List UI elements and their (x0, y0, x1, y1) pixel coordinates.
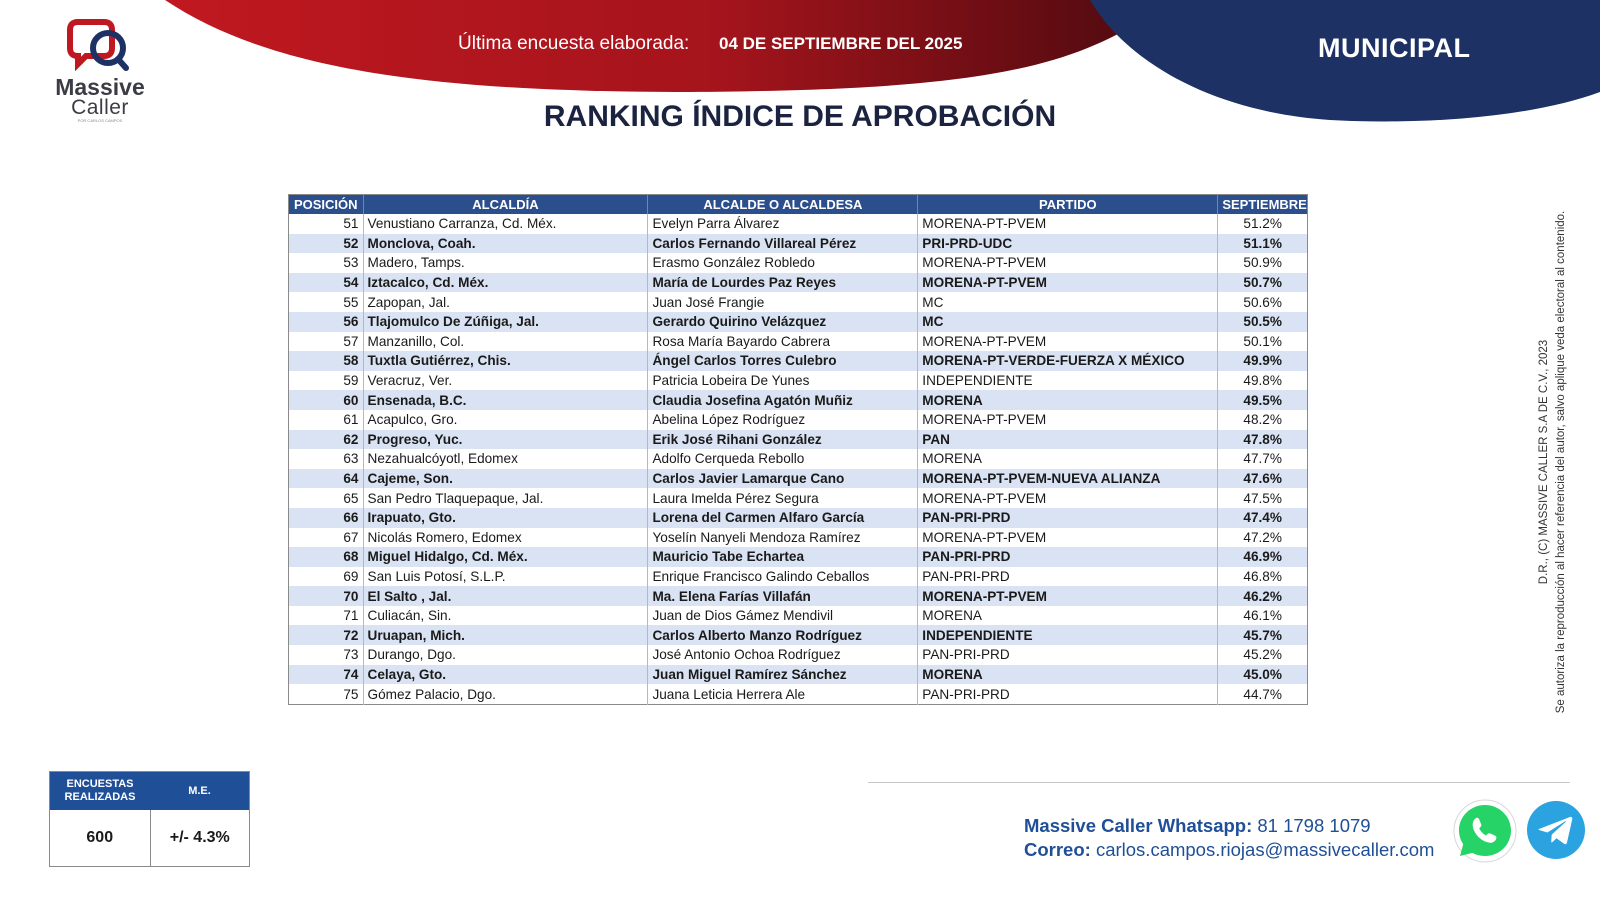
position-cell: 71 (289, 606, 364, 626)
municipality-cell: Zapopan, Jal. (363, 292, 648, 312)
position-cell: 55 (289, 292, 364, 312)
approval-cell: 49.5% (1218, 390, 1308, 410)
table-row (289, 273, 1308, 293)
municipality-cell: Uruapan, Mich. (363, 625, 648, 645)
position-cell: 64 (289, 469, 364, 489)
table-row (289, 645, 1308, 665)
table-row (289, 508, 1308, 528)
party-cell: PRI-PRD-UDC (918, 234, 1218, 254)
position-cell: 65 (289, 488, 364, 508)
position-cell: 59 (289, 371, 364, 391)
table-row (289, 312, 1308, 332)
mayor-cell: Erik José Rihani González (648, 430, 918, 450)
mayor-cell: Yoselín Nanyeli Mendoza Ramírez (648, 528, 918, 548)
approval-cell: 46.9% (1218, 547, 1308, 567)
party-cell: MORENA-PT-VERDE-FUERZA X MÉXICO (918, 351, 1218, 371)
copyright-notice (1536, 187, 1567, 737)
party-cell: MORENA-PT-PVEM-NUEVA ALIANZA (918, 469, 1218, 489)
municipality-cell: Tlajomulco De Zúñiga, Jal. (363, 312, 648, 332)
table-row (289, 410, 1308, 430)
telegram-icon[interactable] (1526, 800, 1586, 860)
municipality-cell: Celaya, Gto. (363, 665, 648, 685)
ranking-body (289, 214, 1308, 704)
surveys-value: 600 (50, 810, 151, 867)
position-cell: 68 (289, 547, 364, 567)
approval-cell: 45.0% (1218, 665, 1308, 685)
position-cell: 54 (289, 273, 364, 293)
party-cell: MORENA (918, 665, 1218, 685)
table-row (289, 430, 1308, 450)
position-cell: 66 (289, 508, 364, 528)
party-cell: MORENA (918, 390, 1218, 410)
party-cell: MORENA-PT-PVEM (918, 214, 1218, 234)
table-row (289, 253, 1308, 273)
page-title: RANKING ÍNDICE DE APROBACIÓN (543, 100, 1057, 133)
mayor-cell: Mauricio Tabe Echartea (648, 547, 918, 567)
table-row (289, 469, 1308, 489)
margin-error-value: +/- 4.3% (169, 829, 230, 846)
position-cell: 70 (289, 586, 364, 606)
party-cell: PAN-PRI-PRD (918, 684, 1218, 704)
municipality-cell: Monclova, Coah. (363, 234, 648, 254)
mayor-cell: Juan Miguel Ramírez Sánchez (648, 665, 918, 685)
position-cell: 51 (289, 214, 364, 234)
footer-divider (868, 782, 1570, 783)
position-cell: 52 (289, 234, 364, 254)
municipality-cell: Manzanillo, Col. (363, 332, 648, 352)
table-row (289, 684, 1308, 704)
table-row (289, 234, 1308, 254)
approval-cell: 50.7% (1218, 273, 1308, 293)
municipality-cell: San Pedro Tlaquepaque, Jal. (363, 488, 648, 508)
table-row (289, 214, 1308, 234)
approval-cell: 50.9% (1218, 253, 1308, 273)
party-cell: MORENA-PT-PVEM (918, 528, 1218, 548)
approval-cell: 50.6% (1218, 292, 1308, 312)
stats-value-row (50, 810, 250, 867)
header-party: PARTIDO (918, 195, 1218, 215)
logo-word-massive: Massive (55, 74, 145, 100)
mayor-cell: Carlos Javier Lamarque Cano (648, 469, 918, 489)
email-link[interactable]: carlos.campos.riojas@massivecaller.com (1095, 839, 1435, 860)
table-row (289, 332, 1308, 352)
approval-cell: 47.7% (1218, 449, 1308, 469)
table-row (289, 371, 1308, 391)
approval-cell: 49.9% (1218, 351, 1308, 371)
copyright-line-2: Se autoriza la reproducción al hacer referencia del autor, salvo aplique veda electoral al contenido. (1555, 210, 1567, 714)
margin-error-label: M.E. (150, 772, 250, 811)
municipality-cell: Culiacán, Sin. (363, 606, 648, 626)
surveys-label-line1: ENCUESTAS (66, 778, 134, 790)
mayor-cell: Evelyn Parra Álvarez (648, 214, 918, 234)
position-cell: 69 (289, 567, 364, 587)
survey-date: 04 DE SEPTIEMBRE DEL 2025 (719, 34, 963, 53)
mayor-cell: Carlos Alberto Manzo Rodríguez (648, 625, 918, 645)
position-cell: 74 (289, 665, 364, 685)
municipality-cell: Venustiano Carranza, Cd. Méx. (363, 214, 648, 234)
mayor-cell: Ma. Elena Farías Villafán (648, 586, 918, 606)
mayor-cell: Adolfo Cerqueda Rebollo (648, 449, 918, 469)
mayor-cell: José Antonio Ochoa Rodríguez (648, 645, 918, 665)
party-cell: MORENA (918, 449, 1218, 469)
party-cell: MC (918, 292, 1218, 312)
email-contact (1024, 838, 1434, 862)
party-cell: PAN (918, 430, 1218, 450)
mayor-cell: Ángel Carlos Torres Culebro (648, 351, 918, 371)
surveys-label-line2: REALIZADAS (64, 791, 136, 803)
municipality-cell: Nicolás Romero, Edomex (363, 528, 648, 548)
position-cell: 62 (289, 430, 364, 450)
mayor-cell: Rosa María Bayardo Cabrera (648, 332, 918, 352)
approval-cell: 45.7% (1218, 625, 1308, 645)
stats-header-row (50, 772, 250, 811)
party-cell: MORENA (918, 606, 1218, 626)
position-cell: 56 (289, 312, 364, 332)
approval-cell: 47.4% (1218, 508, 1308, 528)
table-row (289, 351, 1308, 371)
party-cell: MC (918, 312, 1218, 332)
logo-tagline: POR CARLOS CAMPOS (77, 118, 123, 123)
mayor-cell: Juan de Dios Gámez Mendivil (648, 606, 918, 626)
position-cell: 67 (289, 528, 364, 548)
table-row (289, 606, 1308, 626)
email-label: Correo: (1024, 839, 1091, 860)
logo-word-caller: Caller (71, 96, 129, 119)
table-row (289, 586, 1308, 606)
party-cell: MORENA-PT-PVEM (918, 253, 1218, 273)
party-cell: MORENA-PT-PVEM (918, 586, 1218, 606)
survey-stats (49, 771, 250, 867)
municipality-cell: Gómez Palacio, Dgo. (363, 684, 648, 704)
party-cell: INDEPENDIENTE (918, 371, 1218, 391)
approval-cell: 47.2% (1218, 528, 1308, 548)
table-header-row (289, 195, 1308, 215)
party-cell: PAN-PRI-PRD (918, 567, 1218, 587)
municipality-cell: Miguel Hidalgo, Cd. Méx. (363, 547, 648, 567)
approval-cell: 47.5% (1218, 488, 1308, 508)
whatsapp-number[interactable]: 81 1798 1079 (1257, 815, 1371, 836)
mayor-cell: Carlos Fernando Villareal Pérez (648, 234, 918, 254)
position-cell: 61 (289, 410, 364, 430)
municipality-cell: Durango, Dgo. (363, 645, 648, 665)
mayor-cell: Laura Imelda Pérez Segura (648, 488, 918, 508)
party-cell: INDEPENDIENTE (918, 625, 1218, 645)
approval-cell: 50.1% (1218, 332, 1308, 352)
mayor-cell: Lorena del Carmen Alfaro García (648, 508, 918, 528)
table-row (289, 567, 1308, 587)
table-row (289, 528, 1308, 548)
party-cell: PAN-PRI-PRD (918, 547, 1218, 567)
municipality-cell: Tuxtla Gutiérrez, Chis. (363, 351, 648, 371)
approval-cell: 45.2% (1218, 645, 1308, 665)
municipality-cell: Veracruz, Ver. (363, 371, 648, 391)
approval-cell: 48.2% (1218, 410, 1308, 430)
survey-label: Última encuesta elaborada: (458, 33, 690, 54)
party-cell: MORENA-PT-PVEM (918, 332, 1218, 352)
municipality-cell: Madero, Tamps. (363, 253, 648, 273)
table-row (289, 665, 1308, 685)
whatsapp-icon[interactable] (1452, 798, 1518, 864)
approval-cell: 46.1% (1218, 606, 1308, 626)
position-cell: 57 (289, 332, 364, 352)
header-september: SEPTIEMBRE (1218, 195, 1308, 215)
municipality-cell: Progreso, Yuc. (363, 430, 648, 450)
table-row (289, 449, 1308, 469)
municipality-cell: Irapuato, Gto. (363, 508, 648, 528)
mayor-cell: Gerardo Quirino Velázquez (648, 312, 918, 332)
header-mayor: ALCALDE O ALCALDESA (648, 195, 918, 215)
logo-mark-icon (64, 18, 136, 74)
copyright-line-1: D.R., (C) MASSIVE CALLER S.A DE C.V., 2023 (1538, 339, 1550, 585)
whatsapp-label: Massive Caller Whatsapp: (1024, 815, 1253, 836)
header-position: POSICIÓN (289, 195, 364, 215)
municipality-cell: Cajeme, Son. (363, 469, 648, 489)
approval-cell: 49.8% (1218, 371, 1308, 391)
position-cell: 72 (289, 625, 364, 645)
whatsapp-contact (1024, 814, 1434, 838)
party-cell: PAN-PRI-PRD (918, 508, 1218, 528)
approval-cell: 44.7% (1218, 684, 1308, 704)
approval-cell: 51.1% (1218, 234, 1308, 254)
surveys-label (50, 772, 151, 811)
position-cell: 63 (289, 449, 364, 469)
table-row (289, 390, 1308, 410)
mayor-cell: Claudia Josefina Agatón Muñiz (648, 390, 918, 410)
header-municipality: ALCALDÍA (363, 195, 648, 215)
position-cell: 75 (289, 684, 364, 704)
mayor-cell: Abelina López Rodríguez (648, 410, 918, 430)
table-row (289, 292, 1308, 312)
party-cell: MORENA-PT-PVEM (918, 410, 1218, 430)
mayor-cell: Erasmo González Robledo (648, 253, 918, 273)
table-row (289, 625, 1308, 645)
approval-cell: 47.8% (1218, 430, 1308, 450)
municipality-cell: San Luis Potosí, S.L.P. (363, 567, 648, 587)
approval-cell: 46.8% (1218, 567, 1308, 587)
table-row (289, 547, 1308, 567)
position-cell: 60 (289, 390, 364, 410)
municipality-cell: Ensenada, B.C. (363, 390, 648, 410)
mayor-cell: Patricia Lobeira De Yunes (648, 371, 918, 391)
mayor-cell: Juana Leticia Herrera Ale (648, 684, 918, 704)
position-cell: 58 (289, 351, 364, 371)
party-cell: MORENA-PT-PVEM (918, 488, 1218, 508)
position-cell: 53 (289, 253, 364, 273)
scope-title: MUNICIPAL (1318, 33, 1471, 63)
mayor-cell: Enrique Francisco Galindo Ceballos (648, 567, 918, 587)
mayor-cell: Juan José Frangie (648, 292, 918, 312)
municipality-cell: Acapulco, Gro. (363, 410, 648, 430)
approval-cell: 46.2% (1218, 586, 1308, 606)
contact-info (1024, 814, 1434, 862)
party-cell: MORENA-PT-PVEM (918, 273, 1218, 293)
ranking-table (288, 194, 1308, 705)
table-row (289, 488, 1308, 508)
approval-cell: 47.6% (1218, 469, 1308, 489)
party-cell: PAN-PRI-PRD (918, 645, 1218, 665)
municipality-cell: El Salto , Jal. (363, 586, 648, 606)
municipality-cell: Nezahualcóyotl, Edomex (363, 449, 648, 469)
approval-cell: 51.2% (1218, 214, 1308, 234)
approval-cell: 50.5% (1218, 312, 1308, 332)
mayor-cell: María de Lourdes Paz Reyes (648, 273, 918, 293)
position-cell: 73 (289, 645, 364, 665)
municipality-cell: Iztacalco, Cd. Méx. (363, 273, 648, 293)
